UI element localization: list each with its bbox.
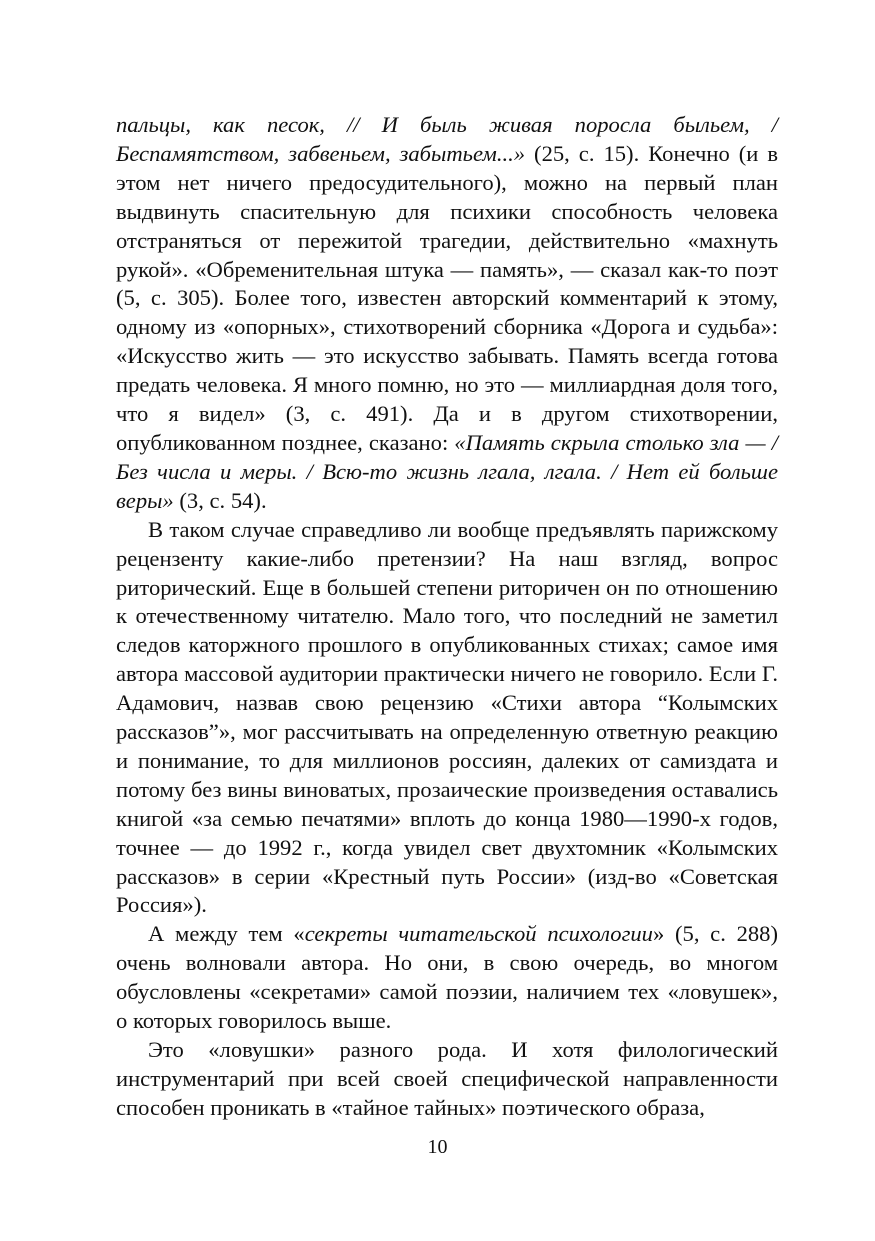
page-number: 10 — [427, 1136, 448, 1158]
text-run: Это «ловушки» разного рода. И хотя филологический инструментарий при всей своей специфической направленности способен проникать в «тайное тайных» поэтического образа, — [116, 1037, 778, 1120]
text-run: » (5, с. 288) очень волновали автора. Но они, в свою очередь, во многом обусловлены «секретами» самой поэзии, наличием тех «ловушек», о которых говорилось выше. — [116, 921, 778, 1034]
text-run: А между тем « — [148, 921, 305, 947]
body-text — [116, 111, 778, 1123]
poem-quote: пальцы, как песок, // И быль живая поросла быльем, / Беспамятством, забвеньем, забытьем...» — [116, 112, 778, 166]
text-run: (3, с. 54). — [173, 487, 267, 513]
paragraph-2 — [116, 516, 778, 921]
paragraph-1 — [116, 111, 778, 516]
text-run: В таком случае справедливо ли вообще предъявлять парижскому рецензенту какие-либо претензии? На наш взгляд, вопрос риторический. Еще в большей степени риторичен он по отношению к отечественному читателю. Мало того, что последний не заметил следов каторжного прошлого в опубликованных стихах; самое имя автора массовой аудитории практически ничего не говорило. Если Г. Адамович, назвав свою рецензию «Стихи автора “Колымских рассказов”», мог рассчитывать на определенную ответную реакцию и понимание, то для миллионов россиян, далеких от самиздата и потому без вины виноватых, прозаические произведения оставались книгой «за семью печатями» вплоть до конца 1980—1990-х годов, точнее — до 1992 г., когда увидел свет двухтомник «Колымских рассказов» в серии «Крестный путь России» (изд-во «Советская Россия»). — [116, 516, 778, 918]
paragraph-3 — [116, 920, 778, 1036]
paragraph-4 — [116, 1036, 778, 1123]
poem-quote: «Память скрыла столько зла — / Без числа и меры. / Всю-то жизнь лгала, лгала. / Нет ей больше веры» — [116, 429, 778, 513]
italic-quote: секреты читательской психологии — [304, 921, 653, 947]
text-run: (25, с. 15). Конечно (и в этом нет ничего предосудительного), можно на первый план выдвинуть спасительную для психики способность человека отстраняться от пережитой трагедии, действительно «махнуть рукой». «Обременительная штука — память», — сказал как-то поэт (5, с. 305). Более того, известен авторский комментарий к этому, одному из «опорных», стихотворений сборника «Дорога и судьба»: «Искусство жить — это искусство забывать. Память всегда готова предать человека. Я много помню, но это — миллиардная доля того, что я видел» (3, с. 491). Да и в другом стихотворении, опубликованном позднее, сказано: — [116, 140, 778, 455]
